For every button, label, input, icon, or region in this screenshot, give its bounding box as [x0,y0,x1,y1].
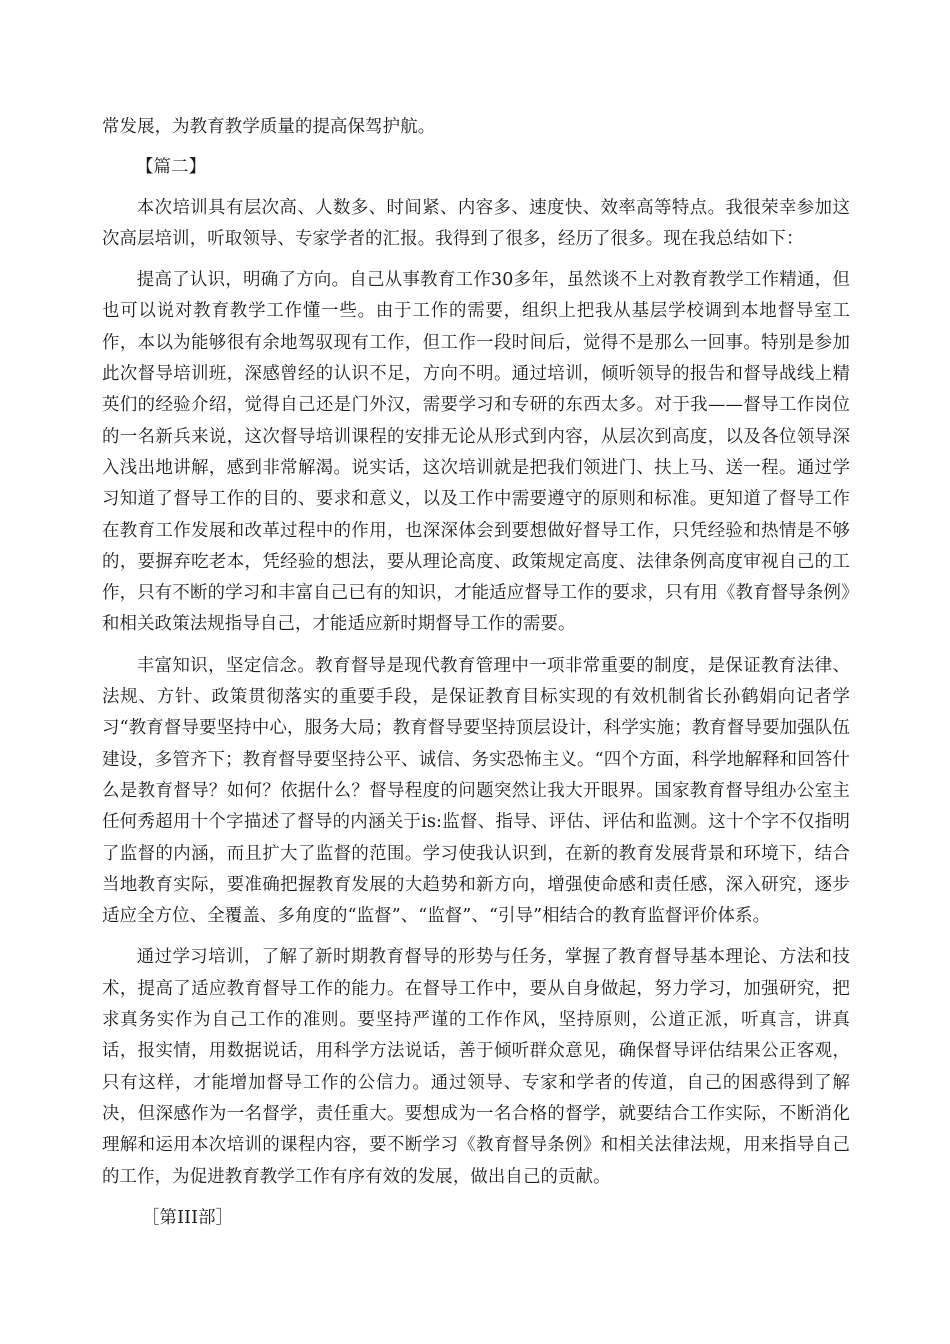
section-two-heading: 【篇二】 [136,157,207,178]
section-three-heading: ［第III部］ [142,1207,234,1228]
document-page [102,112,850,1234]
paragraph-understanding: 提高了认识，明确了方向。自己从事教育工作30多年，虽然谈不上对教育教学工作精通，但也可以说对教育教学工作懂一些。由于工作的需要，组织上把我从基层学校调到本地督导室工作，本以为能够很有余地驾驭现有工作，但工作一段时间后，觉得不是那么一回事。特别是参加此次督导培训班，深感曾经的认识不足，方向不明。通过培训，倾听领导的报告和督导战线上精英们的经验介绍，觉得自己还是门外汉，需要学习和专研的东西太多。对于我——督导工作岗位的一名新兵来说，这次督导培训课程的安排无论从形式到内容，从层次到高度，以及各位领导深入浅出地讲解，感到非常解渴。说实话，这次培训就是把我们领进门、扶上马、送一程。通过学习知道了督导工作的目的、要求和意义，以及工作中需要遵守的原则和标准。更知道了督导工作在教育工作发展和改革过程中的作用，也深深体会到要想做好督导工作，只凭经验和热情是不够的，要摒弃吃老本，凭经验的想法，要从理论高度、政策规定高度、法律条例高度审视自己的工作，只有不断的学习和丰富自己已有的知识，才能适应督导工作的要求，只有用《教育督导条例》和相关政策法规指导自己，才能适应新时期督导工作的需要。 [102,270,850,635]
paragraph-training: 通过学习培训，了解了新时期教育督导的形势与任务，掌握了教育督导基本理论、方法和技术，提高了适应教育督导工作的能力。在督导工作中，要从自身做起，努力学习，加强研究，把求真务实作为自己工作的准则。要坚持严谨的工作作风，坚持原则，公道正派，听真言，讲真话，报实情，用数据说话，用科学方法说话，善于倾听群众意见，确保督导评估结果公正客观，只有这样，才能增加督导工作的公信力。通过领导、专家和学者的传道，自己的困惑得到了解决，但深感作为一名督学，责任重大。要想成为一名合格的督学，就要结合工作实际，不断消化理解和运用本次培训的课程内容，要不断学习《教育督导条例》和相关法律法规，用来指导自己的工作，为促进教育教学工作有序有效的发展，做出自己的贡献。 [102,947,850,1187]
intro-paragraph: 本次培训具有层次高、人数多、时间紧、内容多、速度快、效率高等特点。我很荣幸参加这次高层培训，听取领导、专家学者的汇报。我得到了很多，经历了很多。现在我总结如下： [102,197,850,249]
paragraph-knowledge: 丰富知识，坚定信念。教育督导是现代教育管理中一项非常重要的制度，是保证教育法律、法规、方针、政策贯彻落实的重要手段，是保证教育目标实现的有效机制省长孙鹤娟向记者学习“教育督导要坚持中心，服务大局；教育督导要坚持顶层设计，科学实施；教育督导要加强队伍建设，多管齐下；教育督导要坚持公平、诚信、务实恐怖主义。“四个方面，科学地解释和回答什么是教育督导？如何？依据什么？督导程度的问题突然让我大开眼界。国家教育督导组办公室主任何秀超用十个字描述了督导的内涵关于is:监督、指导、评估、评估和监测。这十个字不仅指明了监督的内涵，而且扩大了监督的范围。学习使我认识到，在新的教育发展背景和环境下，结合当地教育实际，要准确把握教育发展的大趋势和新方向，增强使命感和责任感，深入研究，逐步适应全方位、全覆盖、多角度的“监督”、“监督”、“引导”相结合的教育监督评价体系。 [102,655,850,927]
continuation-line: 常发展，为教育教学质量的提高保驾护航。 [102,117,436,137]
